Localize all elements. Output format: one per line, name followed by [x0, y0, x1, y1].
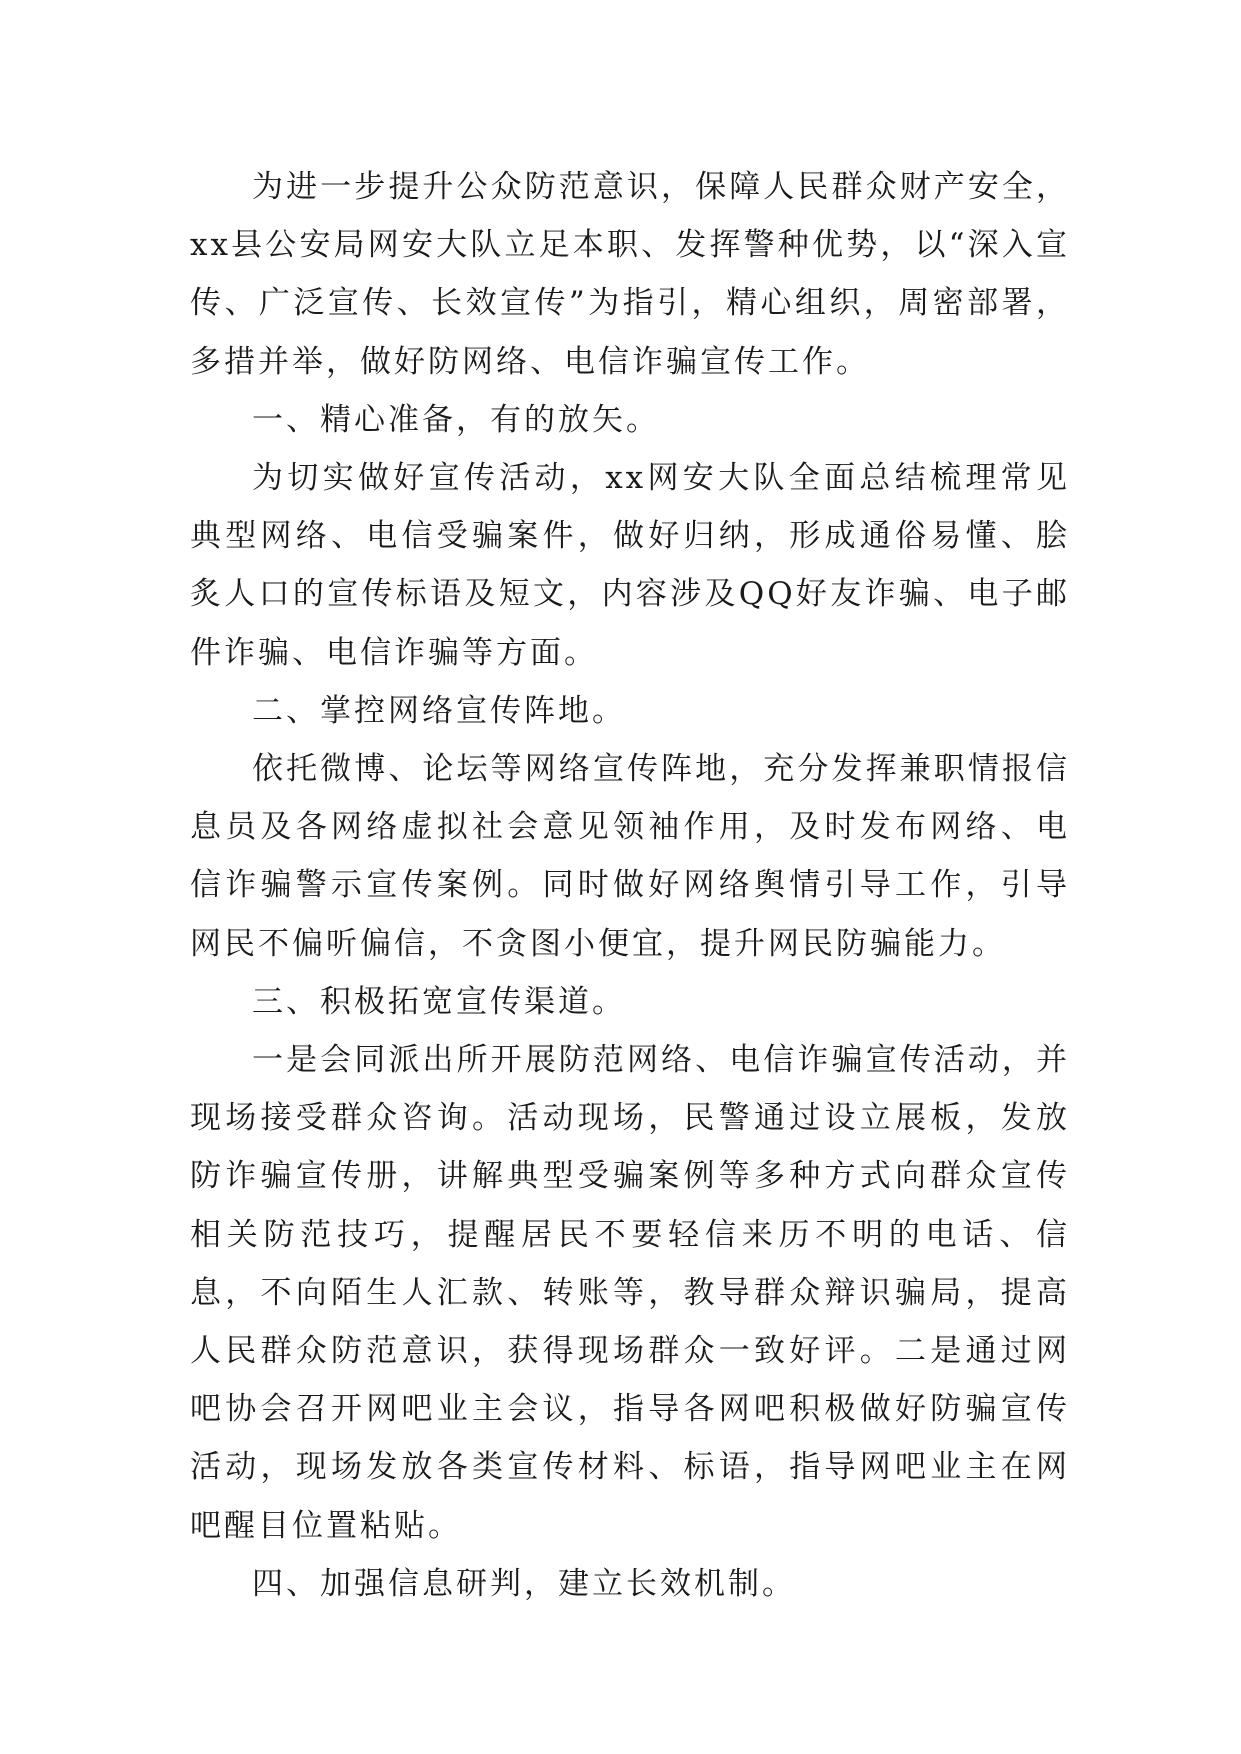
section-heading-4: 四、加强信息研判，建立长效机制。: [252, 1565, 796, 1602]
section-heading-1: 一、精心准备，有的放矢。: [252, 401, 660, 438]
intro-paragraph: 为进一步提升公众防范意识，保障人民群众财产安全，xx县公安局网安大队立足本职、发挥警种优势，以“深入宣传、广泛宣传、长效宣传”为指引，精心组织，周密部署，多措并举，做好防网络、电信诈骗宣传工作。: [190, 169, 1070, 380]
section-paragraph-1: 为切实做好宣传活动，xx网安大队全面总结梳理常见典型网络、电信受骗案件，做好归纳，形成通俗易懂、脍炙人口的宣传标语及短文，内容涉及QQ好友诈骗、电子邮件诈骗、电信诈骗等方面。: [190, 460, 1070, 671]
section-paragraph-3: 一是会同派出所开展防范网络、电信诈骗宣传活动，并现场接受群众咨询。活动现场，民警通过设立展板，发放防诈骗宣传册，讲解典型受骗案例等多种方式向群众宣传相关防范技巧，提醒居民不要轻信来历不明的电话、信息，不向陌生人汇款、转账等，教导群众辩识骗局，提高人民群众防范意识，获得现场群众一致好评。二是通过网吧协会召开网吧业主会议，指导各网吧积极做好防骗宣传活动，现场发放各类宣传材料、标语，指导网吧业主在网吧醒目位置粘贴。: [190, 1042, 1070, 1544]
section-heading-3: 三、积极拓宽宣传渠道。: [252, 983, 626, 1020]
section-paragraph-2: 依托微博、论坛等网络宣传阵地，充分发挥兼职情报信息员及各网络虚拟社会意见领袖作用，及时发布网络、电信诈骗警示宣传案例。同时做好网络舆情引导工作，引导网民不偏听偏信，不贪图小便宜，提升网民防骗能力。: [190, 751, 1070, 962]
document-body: [190, 158, 1070, 1613]
section-heading-2: 二、掌控网络宣传阵地。: [252, 692, 626, 729]
